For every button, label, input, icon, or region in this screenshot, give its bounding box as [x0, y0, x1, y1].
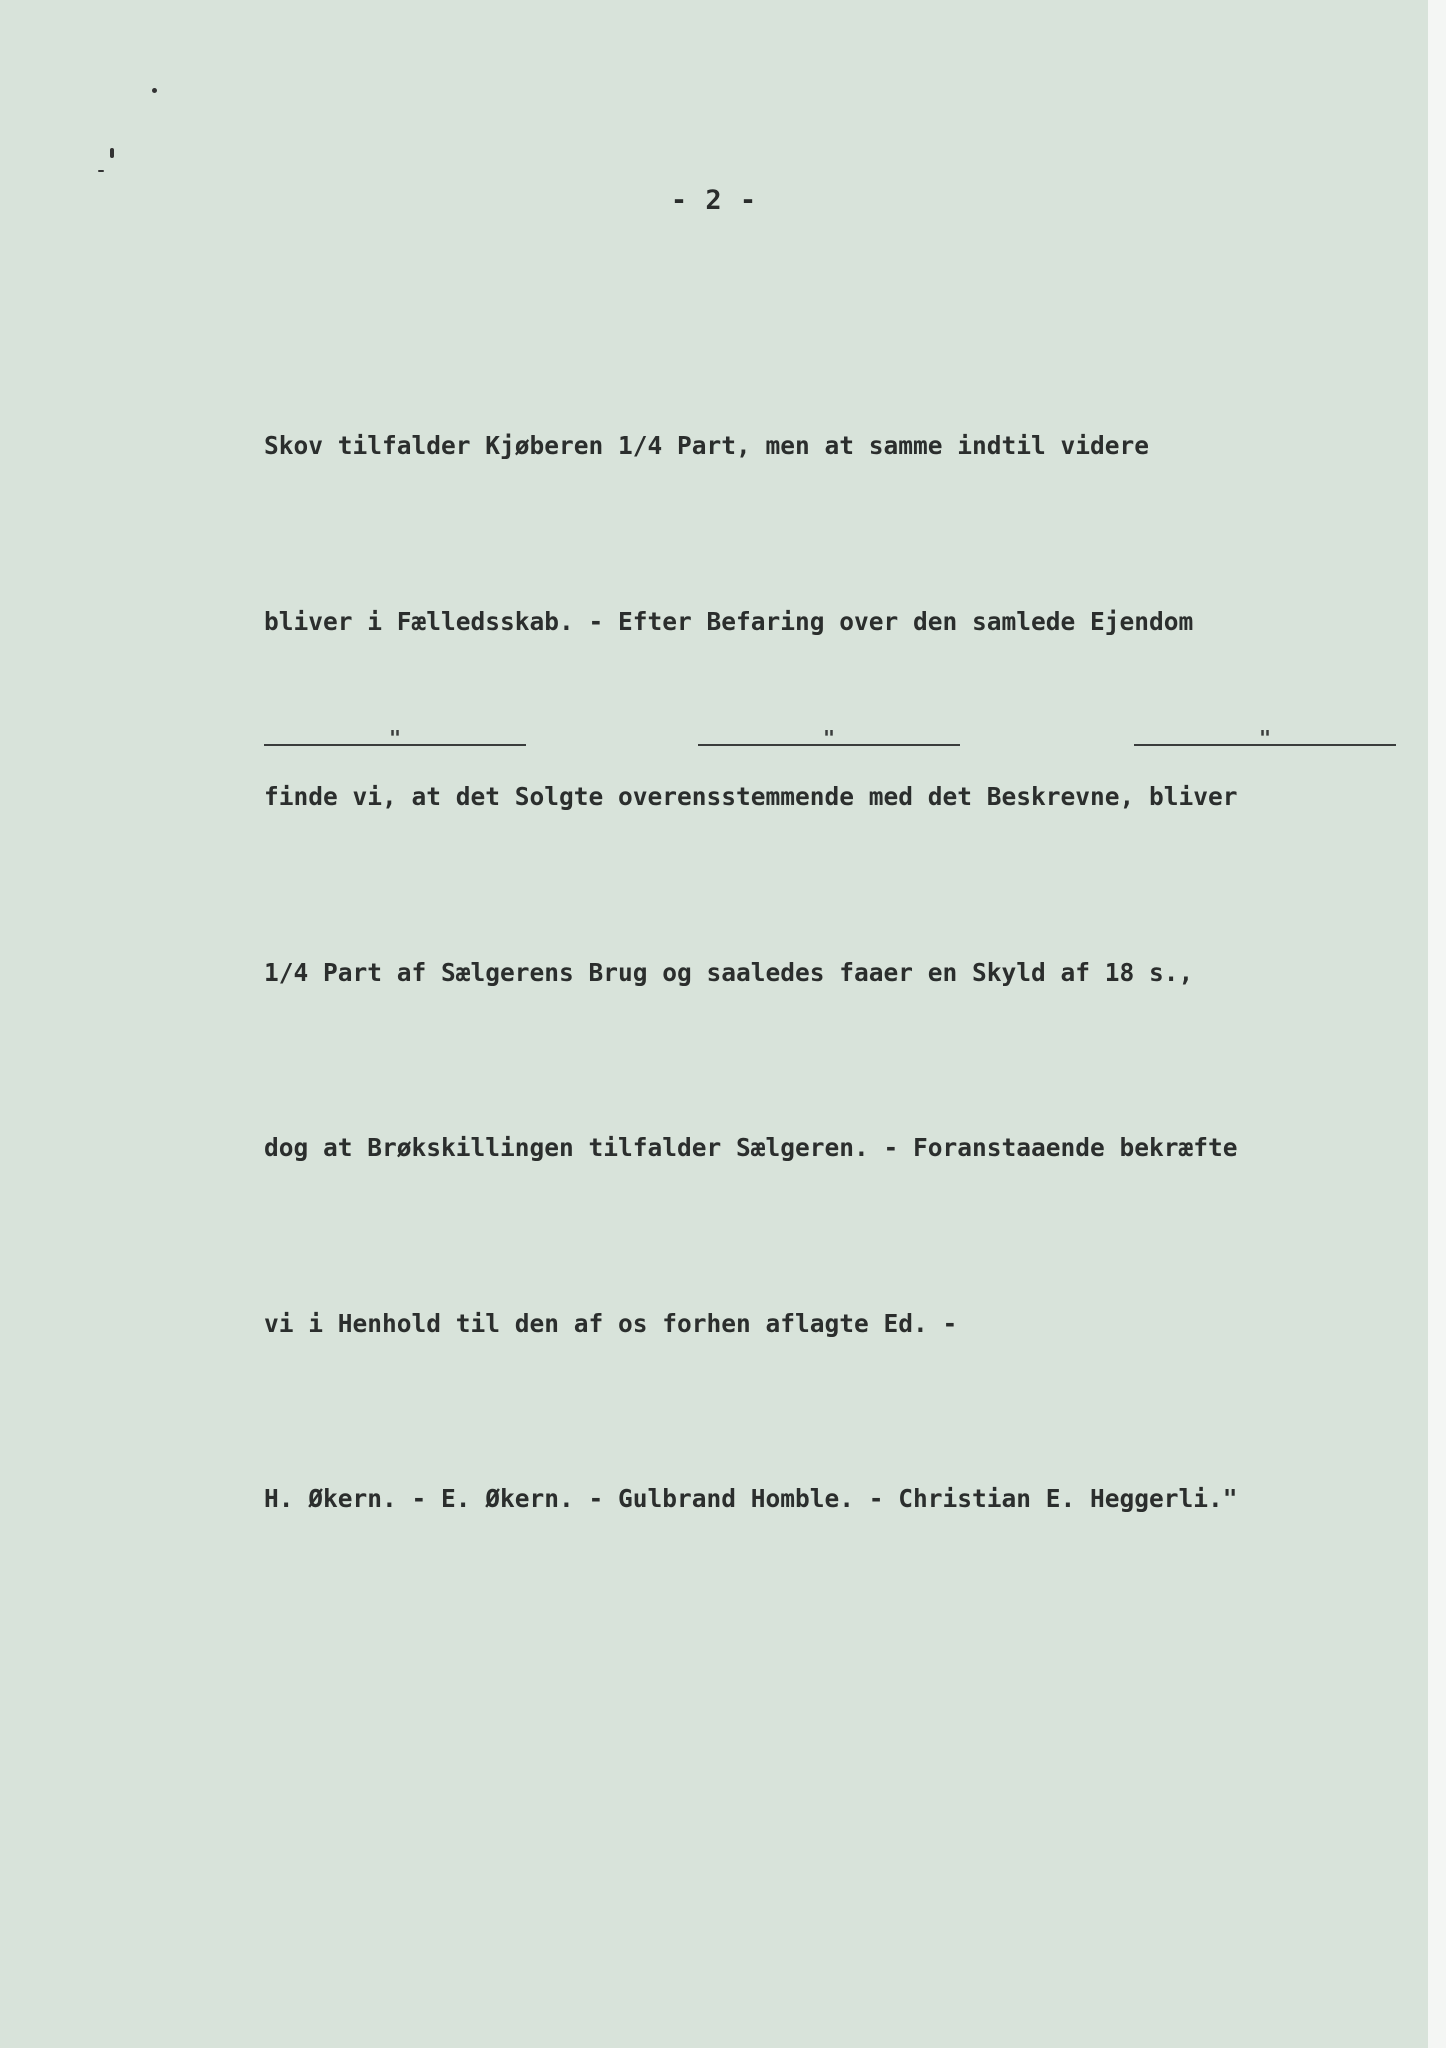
text-line: finde vi, at det Solgte overensstemmende med det Beskrevne, bliver	[264, 782, 1238, 811]
page-number: - 2 -	[670, 185, 758, 216]
margin-speck	[152, 88, 157, 93]
text-line: Skov tilfalder Kjøberen 1/4 Part, men at samme indtil videre	[264, 431, 1150, 460]
text-line: bliver i Fælledsskab. - Efter Befaring over den samlede Ejendom	[264, 606, 1194, 636]
ditto-rule	[1134, 720, 1396, 750]
margin-speck	[98, 170, 104, 172]
ditto-rules	[0, 720, 1428, 750]
ditto-mark: "	[1258, 726, 1272, 750]
ditto-rule	[698, 720, 960, 750]
signature-line: H. Økern. - E. Økern. - Gulbrand Homble. - Christian E. Heggerli."	[264, 1484, 1238, 1513]
ditto-mark: "	[822, 726, 836, 750]
page-edge	[1428, 0, 1446, 2048]
document-body	[264, 300, 1424, 1646]
text-line: dog at Brøkskillingen tilfalder Sælgeren. - Foranstaaende bekræfte	[264, 1133, 1238, 1162]
ditto-rule	[264, 720, 526, 750]
text-line: 1/4 Part af Sælgerens Brug og saaledes faaer en Skyld af 18 s.,	[264, 957, 1194, 987]
ditto-mark: "	[388, 726, 402, 750]
margin-speck	[110, 148, 114, 158]
text-line: vi i Henhold til den af os forhen aflagte Ed. -	[264, 1308, 958, 1338]
